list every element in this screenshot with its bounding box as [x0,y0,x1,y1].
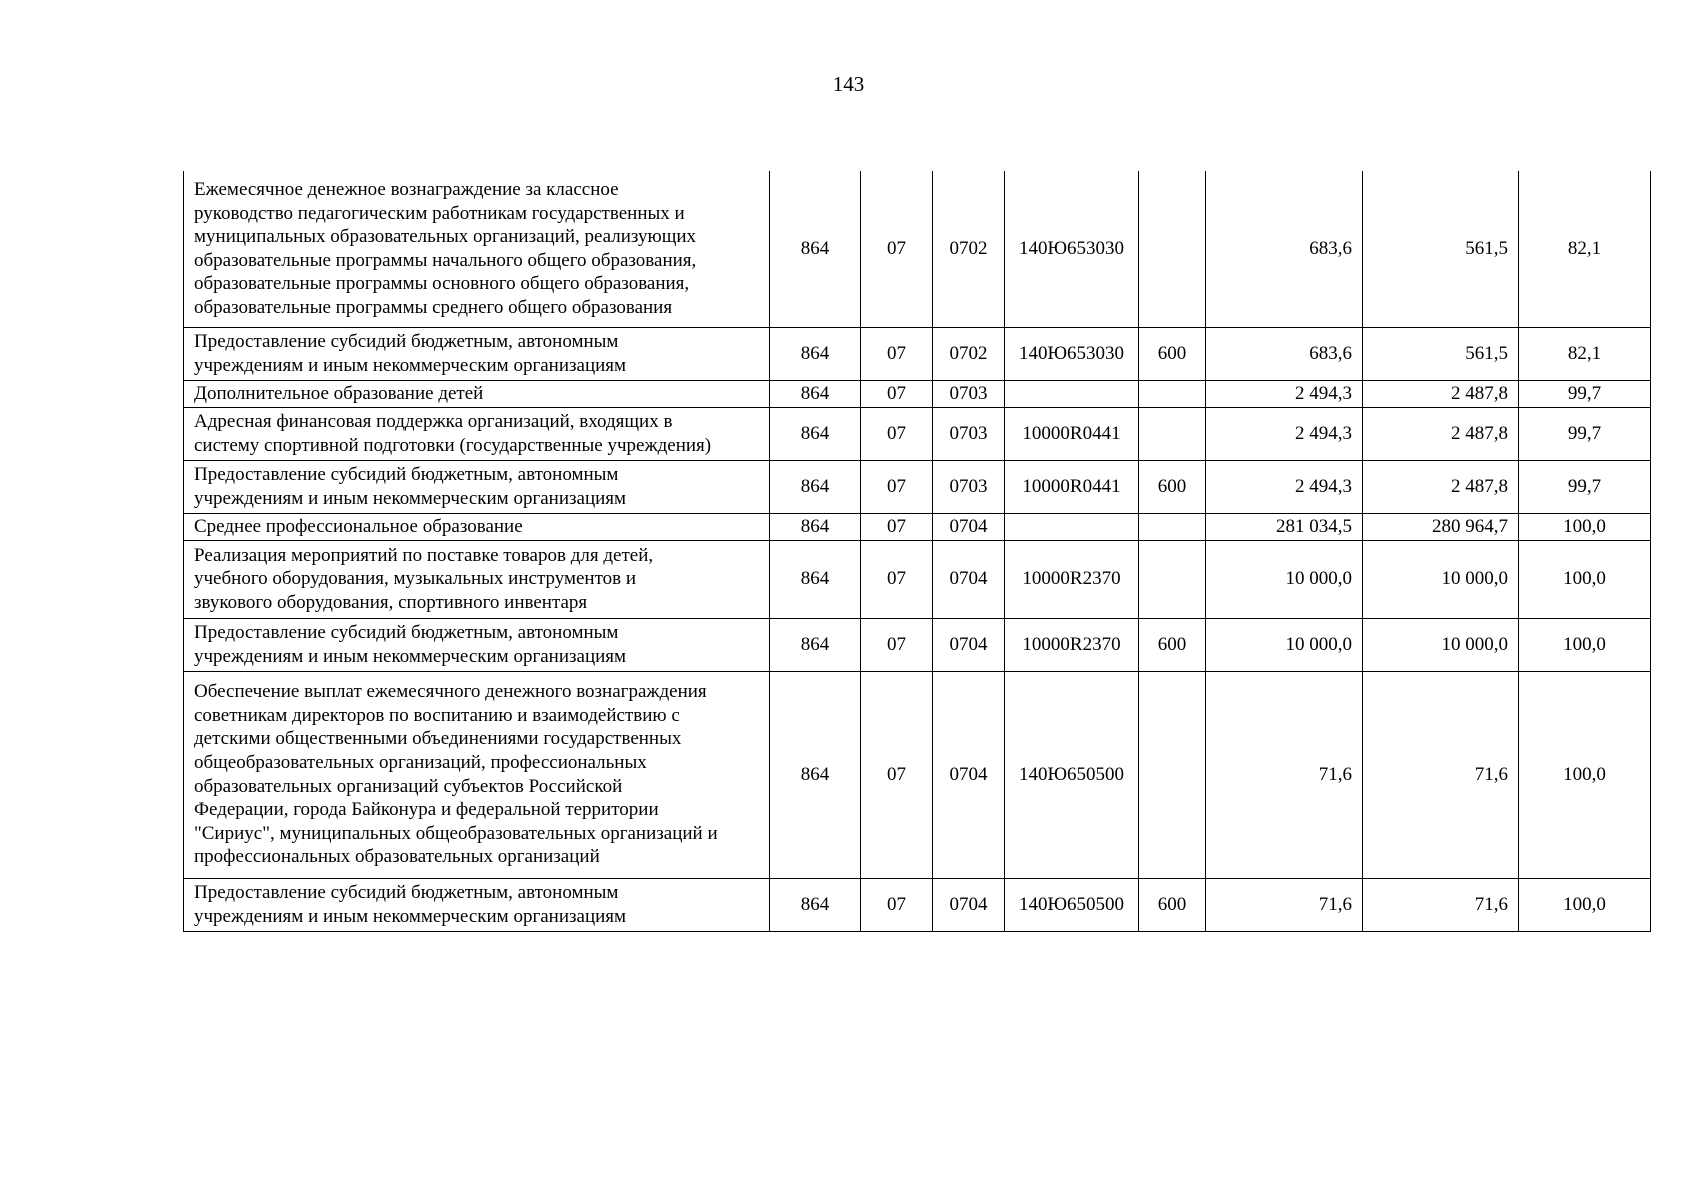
expense-type-code: 600 [1139,460,1206,513]
actual-value: 561,5 [1363,171,1519,327]
ministry-code: 864 [770,380,861,407]
ministry-code: 864 [770,671,861,878]
table-row [184,380,1651,407]
ministry-code: 864 [770,878,861,931]
section-code: 07 [861,460,933,513]
expense-type-code [1139,171,1206,327]
percent-value: 99,7 [1519,380,1651,407]
actual-value: 2 487,8 [1363,407,1519,460]
percent-value: 99,7 [1519,460,1651,513]
section-code: 07 [861,513,933,540]
target-code [1005,513,1139,540]
actual-value: 10 000,0 [1363,618,1519,671]
plan-value: 683,6 [1206,171,1363,327]
ministry-code: 864 [770,327,861,380]
row-name: Адресная финансовая поддержка организаций, входящих в систему спортивной подготовки (государственные учреждения) [184,407,770,460]
expense-type-code [1139,513,1206,540]
subsection-code: 0703 [933,380,1005,407]
expense-type-code: 600 [1139,618,1206,671]
target-code: 10000R0441 [1005,407,1139,460]
expense-type-code [1139,407,1206,460]
actual-value: 2 487,8 [1363,380,1519,407]
table-row [184,513,1651,540]
section-code: 07 [861,407,933,460]
plan-value: 683,6 [1206,327,1363,380]
target-code: 10000R2370 [1005,618,1139,671]
subsection-code: 0703 [933,407,1005,460]
actual-value: 280 964,7 [1363,513,1519,540]
percent-value: 100,0 [1519,540,1651,618]
ministry-code: 864 [770,171,861,327]
plan-value: 2 494,3 [1206,407,1363,460]
row-name: Ежемесячное денежное вознаграждение за классное руководство педагогическим работникам государственных и муниципальных образовательных организаций, реализующих образовательные программы начального общего образования, образовательные программы основного общего образования, образовательные программы среднего общего образования [184,171,770,327]
actual-value: 71,6 [1363,671,1519,878]
actual-value: 561,5 [1363,327,1519,380]
ministry-code: 864 [770,460,861,513]
subsection-code: 0702 [933,327,1005,380]
subsection-code: 0704 [933,671,1005,878]
subsection-code: 0704 [933,618,1005,671]
section-code: 07 [861,618,933,671]
ministry-code: 864 [770,513,861,540]
percent-value: 82,1 [1519,327,1651,380]
budget-table [183,171,1651,932]
table-row [184,460,1651,513]
plan-value: 71,6 [1206,671,1363,878]
table-row [184,618,1651,671]
target-code: 140Ю653030 [1005,171,1139,327]
page-number: 143 [832,72,865,96]
row-name: Реализация мероприятий по поставке товаров для детей, учебного оборудования, музыкальных инструментов и звукового оборудования, спортивного инвентаря [184,540,770,618]
actual-value: 10 000,0 [1363,540,1519,618]
expense-type-code: 600 [1139,327,1206,380]
row-name: Среднее профессиональное образование [184,513,770,540]
actual-value: 71,6 [1363,878,1519,931]
target-code: 140Ю650500 [1005,671,1139,878]
table-row [184,671,1651,878]
expense-type-code: 600 [1139,878,1206,931]
percent-value: 82,1 [1519,171,1651,327]
plan-value: 10 000,0 [1206,540,1363,618]
target-code: 10000R0441 [1005,460,1139,513]
subsection-code: 0704 [933,540,1005,618]
table-row [184,540,1651,618]
actual-value: 2 487,8 [1363,460,1519,513]
expense-type-code [1139,540,1206,618]
percent-value: 100,0 [1519,513,1651,540]
subsection-code: 0704 [933,878,1005,931]
table-row [184,878,1651,931]
expense-type-code [1139,671,1206,878]
section-code: 07 [861,380,933,407]
row-name: Предоставление субсидий бюджетным, автономным учреждениям и иным некоммерческим организациям [184,327,770,380]
table-row [184,327,1651,380]
row-name: Предоставление субсидий бюджетным, автономным учреждениям и иным некоммерческим организациям [184,460,770,513]
section-code: 07 [861,540,933,618]
section-code: 07 [861,171,933,327]
percent-value: 100,0 [1519,671,1651,878]
plan-value: 281 034,5 [1206,513,1363,540]
table-row [184,171,1651,327]
ministry-code: 864 [770,540,861,618]
percent-value: 99,7 [1519,407,1651,460]
row-name: Обеспечение выплат ежемесячного денежного вознаграждения советникам директоров по воспитанию и взаимодействию с детскими общественными объединениями государственных общеобразовательных организаций, профессиональных образовательных организаций субъектов Российской Федерации, города Байконура и федеральной территории "Сириус", муниципальных общеобразовательных организаций и профессиональных образовательных организаций [184,671,770,878]
target-code: 140Ю650500 [1005,878,1139,931]
plan-value: 2 494,3 [1206,460,1363,513]
plan-value: 10 000,0 [1206,618,1363,671]
target-code: 10000R2370 [1005,540,1139,618]
target-code: 140Ю653030 [1005,327,1139,380]
subsection-code: 0703 [933,460,1005,513]
row-name: Дополнительное образование детей [184,380,770,407]
ministry-code: 864 [770,407,861,460]
percent-value: 100,0 [1519,618,1651,671]
percent-value: 100,0 [1519,878,1651,931]
plan-value: 2 494,3 [1206,380,1363,407]
row-name: Предоставление субсидий бюджетным, автономным учреждениям и иным некоммерческим организациям [184,618,770,671]
section-code: 07 [861,327,933,380]
section-code: 07 [861,878,933,931]
section-code: 07 [861,671,933,878]
table-row [184,407,1651,460]
target-code [1005,380,1139,407]
ministry-code: 864 [770,618,861,671]
plan-value: 71,6 [1206,878,1363,931]
subsection-code: 0702 [933,171,1005,327]
expense-type-code [1139,380,1206,407]
subsection-code: 0704 [933,513,1005,540]
row-name: Предоставление субсидий бюджетным, автономным учреждениям и иным некоммерческим организациям [184,878,770,931]
